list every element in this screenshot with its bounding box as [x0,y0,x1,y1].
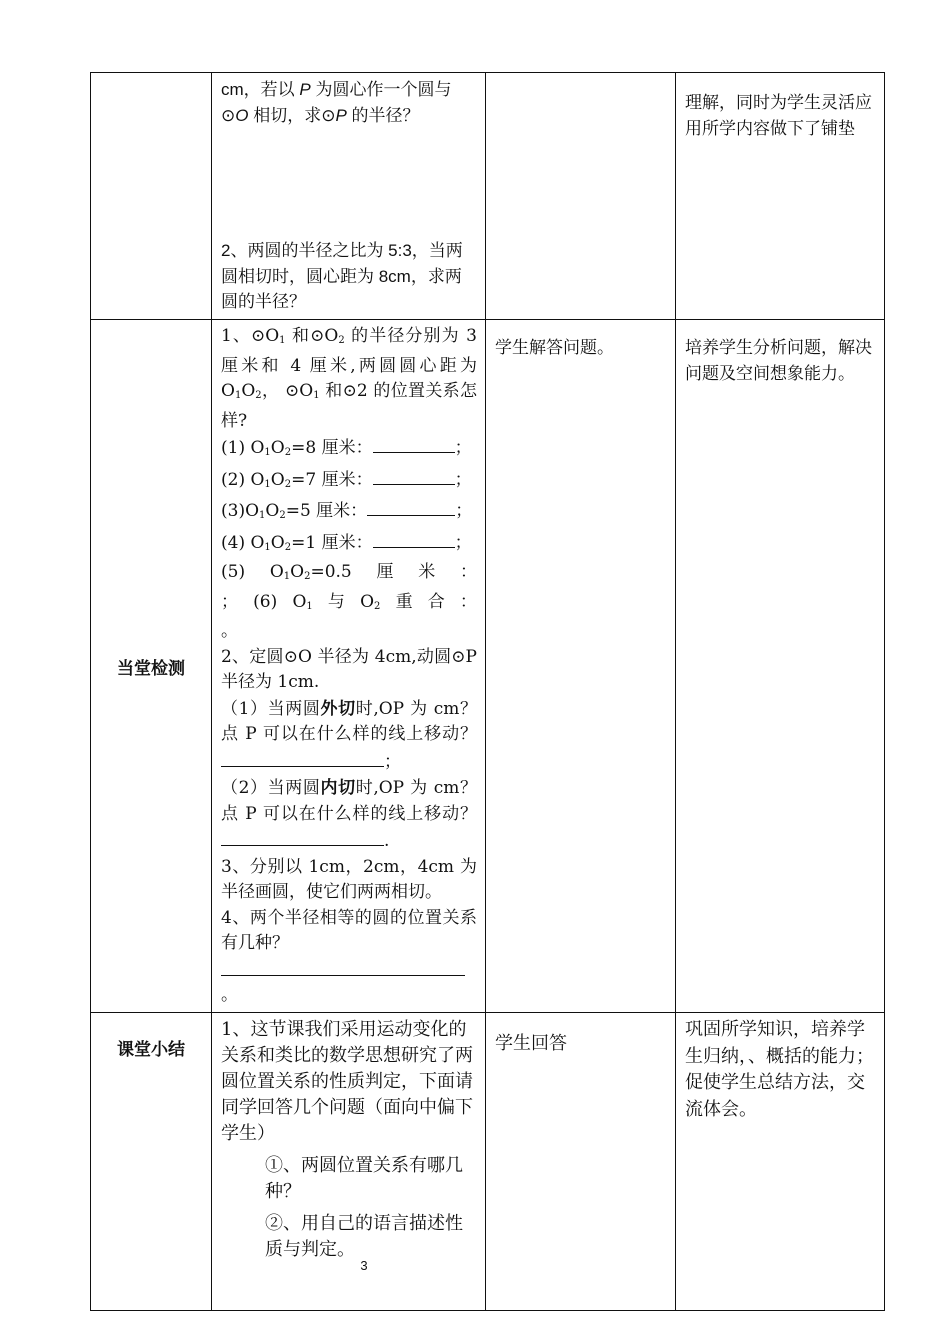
row2-label: 当堂检测 [91,320,212,1013]
row1-intent-text: 理解，同时为学生灵活应用所学内容做下了铺垫 [685,93,872,139]
row2-student-cell [486,320,676,1013]
answer-blank[interactable] [221,827,384,846]
row2-intent-cell [676,320,885,1013]
q1-intro: 1、$⊙O_1$ 和$⊙O_2$ 的半径分别为 3 厘米和 4 厘米,两圆圆心距为 $O_1O_2$， $⊙O_1$ 和⊙2 的位置关系怎样? [221,326,477,431]
q1-item-5: (5) $O_1O_2=0.5$ 厘 米 ： [221,562,477,582]
q1-item-6: ； (6) $O_1$ 与 $O_2$ 重 合 ： [221,591,477,612]
row3-question-1: ①、两圆位置关系有哪几种？ [265,1155,463,1202]
q1-item-1: (1) $O_1O_2=8$ 厘米： ； [221,434,477,466]
row3-question-2: ②、用自己的语言描述性质与判定。 [265,1213,463,1260]
answer-blank[interactable] [373,529,455,548]
row2-intent-text: 培养学生分析问题，解决问题及空间想象能力。 [685,338,872,384]
row3-intro: 1、这节课我们采用运动变化的关系和类比的数学思想研究了两圆位置关系的性质判定，下面请同学回答几个问题（面向中偏下学生） [221,1019,473,1144]
q2-item-2: （2）当两圆内切时,OP 为 cm？点 P 可以在什么样的线上移动？. [221,778,477,851]
lesson-plan-table [90,72,885,1311]
row3-label: 课堂小结 [91,1013,212,1311]
answer-blank[interactable] [373,466,455,485]
answer-blank[interactable] [221,748,384,767]
q1-item-2: (2) $O_1O_2=7$ 厘米： ； [221,466,477,498]
q3: 3、分别以 1cm，2cm，4cm 为半径画圆，使它们两两相切。 [221,856,477,902]
row2-content-cell: 1、$⊙O_1$ 和$⊙O_2$ 的半径分别为 3 厘米和 4 厘米,两圆圆心距为 $O_1O_2$， $⊙O_1$ 和⊙2 的位置关系怎样? (1) $O_1O_2=8$ 厘米： ； (2) $O_1O_2=7$ 厘米： ； $(3)O_1O_2=5$ 厘米： ； (4) $O_1O_2=1$ 厘米： ； (5) $O_1O_2=0.5$ 厘 米 ： ； (6) $O_1$ 与 $O_2$ 重 合 ： 。 2、定圆⊙O 半径为 4cm,动圆⊙P 半径为 1cm. （1）当两圆外切时,OP 为 cm？点 P 可以在什么样的线上移动？； （2）当两圆内切时,OP 为 cm？点 P 可以在什么样的线上移动？. 3、分别以 1cm，2cm，4cm 为半径画圆，使它们两两相切。 4、两个半径相等的圆的位置关系有几种？ 。 [212,320,486,1013]
q1-item-3: $(3)O_1O_2=5$ 厘米： ； [221,497,477,529]
table-row [91,73,885,320]
row1-label-cell [91,73,212,320]
answer-blank[interactable] [367,497,455,516]
row3-intent-text: 巩固所学知识，培养学生归纳，、概括的能力；促使学生总结方法，交流体会。 [685,1019,874,1120]
q1-item-4: (4) $O_1O_2=1$ 厘米： ； [221,529,477,561]
page-number: 3 [360,1258,368,1273]
answer-blank[interactable] [221,957,465,976]
row1-intent-cell [676,73,885,320]
q2-item-1: （1）当两圆外切时,OP 为 cm？点 P 可以在什么样的线上移动？； [221,698,477,772]
row3-student-text: 学生回答 [495,1033,567,1054]
row1-content-cell [212,73,486,320]
row1-student-cell [486,73,676,320]
table-row [91,320,885,1013]
q4: 4、两个半径相等的圆的位置关系有几种？ [221,907,477,953]
answer-blank[interactable] [373,434,455,453]
row1-question-continued: cm，若以 P 为圆心作一个圆与⊙O 相切，求⊙P 的半径？ [221,80,452,125]
q2-intro: 2、定圆⊙O 半径为 4cm,动圆⊙P 半径为 1cm. [221,646,477,692]
row2-student-text: 学生解答问题。 [495,338,614,358]
row1-question-2: 2、两圆的半径之比为 5:3，当两圆相切时，圆心距为 8cm，求两圆的半径？ [221,241,463,311]
